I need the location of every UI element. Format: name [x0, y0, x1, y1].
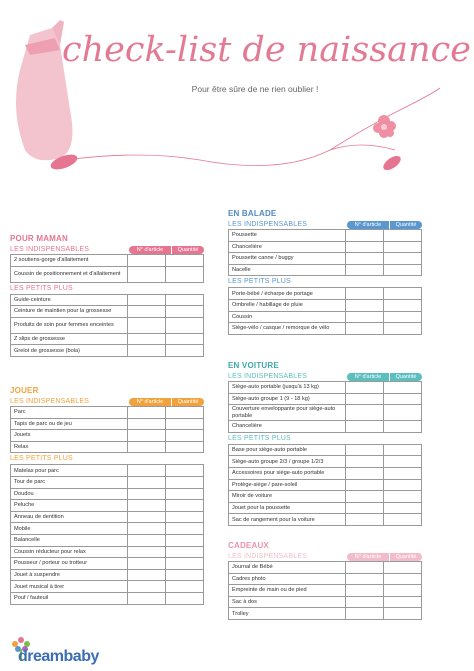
- item-label: Journal de Bébé: [229, 562, 346, 574]
- item-label: Trolley: [229, 608, 346, 620]
- item-label: Protège-siège / pare-soleil: [229, 479, 346, 491]
- item-label: Ombrelle / habillage de pluie: [229, 299, 346, 311]
- table-row: [11, 500, 204, 512]
- extras-label: LES PETITS PLUS: [10, 284, 73, 292]
- item-label: Sac à dos: [229, 596, 346, 608]
- quantity-cell[interactable]: [384, 230, 422, 242]
- brand-name: dreambaby: [18, 648, 99, 665]
- item-label: Jouets: [11, 430, 128, 442]
- number-cell[interactable]: [346, 421, 384, 433]
- number-cell[interactable]: [128, 581, 166, 593]
- table-row: [229, 323, 422, 335]
- item-label: Chancelière: [229, 241, 346, 253]
- checklist-table: [10, 254, 204, 283]
- item-label: Nacelle: [229, 264, 346, 276]
- table-row: [11, 430, 204, 442]
- quantity-cell[interactable]: [384, 405, 422, 421]
- number-cell[interactable]: [128, 488, 166, 500]
- item-label: Matelas pour parc: [11, 465, 128, 477]
- number-cell[interactable]: [346, 230, 384, 242]
- quantity-cell[interactable]: [384, 491, 422, 503]
- quantity-cell[interactable]: [166, 418, 204, 430]
- quantity-cell[interactable]: [166, 333, 204, 345]
- table-row: [11, 333, 204, 345]
- item-label: Coussin réducteur pour relax: [11, 546, 128, 558]
- number-cell[interactable]: [128, 333, 166, 345]
- item-label: Siège-auto groupe 1 (9 - 18 kg): [229, 393, 346, 405]
- table-row: [11, 476, 204, 488]
- item-label: Tour de parc: [11, 476, 128, 488]
- number-cell[interactable]: [128, 430, 166, 442]
- checklist-table: [228, 444, 422, 526]
- item-label: Siège-auto groupe 2/3 / groupe 1/2/3: [229, 456, 346, 468]
- table-row: [11, 465, 204, 477]
- section-title: POUR MAMAN: [10, 234, 68, 243]
- table-row: [11, 266, 204, 282]
- checklist-table: [228, 229, 422, 276]
- column-header-number: N° d'article: [347, 221, 389, 229]
- column-header-number: N° d'article: [347, 553, 389, 561]
- column-header-number: N° d'article: [129, 398, 171, 406]
- number-cell[interactable]: [128, 592, 166, 604]
- number-cell[interactable]: [346, 479, 384, 491]
- item-label: Relax: [11, 441, 128, 453]
- table-row: [229, 421, 422, 433]
- quantity-cell[interactable]: [384, 421, 422, 433]
- essentials-label: LES INDISPENSABLES: [10, 398, 90, 405]
- item-label: Porte-bébé / écharpe de portage: [229, 288, 346, 300]
- table-row: [11, 569, 204, 581]
- quantity-cell[interactable]: [384, 299, 422, 311]
- item-label: Empreinte de main ou de pied: [229, 585, 346, 597]
- number-cell[interactable]: [346, 456, 384, 468]
- table-row: [229, 562, 422, 574]
- number-cell[interactable]: [128, 569, 166, 581]
- number-cell[interactable]: [346, 288, 384, 300]
- item-label: Parc: [11, 407, 128, 419]
- quantity-cell[interactable]: [166, 488, 204, 500]
- checklist-table: [10, 406, 204, 453]
- quantity-cell[interactable]: [384, 264, 422, 276]
- item-label: Grelot de grossesse (bola): [11, 345, 128, 357]
- section-title: EN BALADE: [228, 209, 277, 218]
- table-row: [229, 393, 422, 405]
- quantity-cell[interactable]: [166, 430, 204, 442]
- number-cell[interactable]: [346, 467, 384, 479]
- item-label: Coussin: [229, 311, 346, 323]
- table-row: [229, 467, 422, 479]
- column-header-number: N° d'article: [347, 373, 389, 381]
- column-header-quantity: Quantité: [390, 221, 422, 229]
- number-cell[interactable]: [346, 253, 384, 265]
- checklist-table: [228, 561, 422, 620]
- table-row: [11, 488, 204, 500]
- section-jouer: [10, 386, 204, 605]
- item-label: Sac de rangement pour la voiture: [229, 514, 346, 526]
- item-label: Siège-vélo / casque / remorque de vélo: [229, 323, 346, 335]
- extras-label: LES PETITS PLUS: [228, 278, 291, 286]
- quantity-cell[interactable]: [166, 558, 204, 570]
- table-row: [11, 581, 204, 593]
- table-row: [229, 444, 422, 456]
- table-row: [229, 311, 422, 323]
- number-cell[interactable]: [346, 573, 384, 585]
- table-row: [11, 345, 204, 357]
- checklist-table: [228, 287, 422, 334]
- item-label: Mobile: [11, 523, 128, 535]
- number-cell[interactable]: [346, 299, 384, 311]
- table-row: [229, 491, 422, 503]
- quantity-cell[interactable]: [166, 465, 204, 477]
- essentials-label: LES INDISPENSABLES: [228, 373, 308, 380]
- table-row: [229, 264, 422, 276]
- table-row: [229, 502, 422, 514]
- item-label: Pouf / fauteuil: [11, 592, 128, 604]
- table-row: [229, 585, 422, 597]
- flower-icon: [373, 115, 396, 138]
- number-cell[interactable]: [346, 514, 384, 526]
- section-title: JOUER: [10, 386, 39, 395]
- number-cell[interactable]: [346, 393, 384, 405]
- table-row: [11, 523, 204, 535]
- quantity-cell[interactable]: [166, 534, 204, 546]
- quantity-cell[interactable]: [166, 407, 204, 419]
- table-row: [229, 514, 422, 526]
- table-row: [11, 407, 204, 419]
- item-label: Guide-ceinture: [11, 294, 128, 306]
- item-label: Couverture enveloppante pour siège-auto portable: [229, 405, 346, 421]
- number-cell[interactable]: [128, 294, 166, 306]
- number-cell[interactable]: [128, 441, 166, 453]
- item-label: Jouet pour la poussette: [229, 502, 346, 514]
- checklist-table: [10, 464, 204, 604]
- table-row: [11, 294, 204, 306]
- quantity-cell[interactable]: [384, 596, 422, 608]
- item-label: Balancelle: [11, 534, 128, 546]
- table-row: [11, 592, 204, 604]
- quantity-cell[interactable]: [166, 306, 204, 318]
- table-row: [229, 608, 422, 620]
- item-label: Miroir de voiture: [229, 491, 346, 503]
- quantity-cell[interactable]: [384, 608, 422, 620]
- table-row: [11, 306, 204, 318]
- item-label: 2 soutiens-gorge d'allaitement: [11, 255, 128, 267]
- number-cell[interactable]: [128, 465, 166, 477]
- quantity-cell[interactable]: [166, 266, 204, 282]
- table-row: [229, 573, 422, 585]
- item-label: Cadres photo: [229, 573, 346, 585]
- number-cell[interactable]: [128, 500, 166, 512]
- quantity-cell[interactable]: [384, 585, 422, 597]
- essentials-label: LES INDISPENSABLES: [228, 221, 308, 228]
- page-subtitle: Pour être sûre de ne rien oublier !: [191, 84, 319, 94]
- quantity-cell[interactable]: [384, 382, 422, 394]
- table-row: [229, 241, 422, 253]
- table-row: [11, 546, 204, 558]
- column-header-number: N° d'article: [129, 246, 171, 254]
- quantity-cell[interactable]: [166, 546, 204, 558]
- column-header-quantity: Quantité: [390, 553, 422, 561]
- number-cell[interactable]: [346, 405, 384, 421]
- number-cell[interactable]: [346, 323, 384, 335]
- quantity-cell[interactable]: [166, 476, 204, 488]
- table-row: [229, 288, 422, 300]
- essentials-label: LES INDISPENSABLES: [228, 553, 308, 560]
- number-cell[interactable]: [346, 502, 384, 514]
- item-label: Coussin de positionnement et d'allaitement: [11, 266, 128, 282]
- number-cell[interactable]: [128, 523, 166, 535]
- number-cell[interactable]: [128, 345, 166, 357]
- quantity-cell[interactable]: [384, 288, 422, 300]
- section-en-voiture: [228, 361, 422, 526]
- quantity-cell[interactable]: [166, 569, 204, 581]
- quantity-cell[interactable]: [166, 592, 204, 604]
- number-cell[interactable]: [346, 596, 384, 608]
- quantity-cell[interactable]: [166, 345, 204, 357]
- checklist-table: [10, 294, 204, 357]
- quantity-cell[interactable]: [384, 241, 422, 253]
- quantity-cell[interactable]: [384, 311, 422, 323]
- quantity-cell[interactable]: [166, 581, 204, 593]
- table-row: [11, 418, 204, 430]
- quantity-cell[interactable]: [166, 255, 204, 267]
- table-row: [11, 255, 204, 267]
- number-cell[interactable]: [128, 407, 166, 419]
- number-cell[interactable]: [346, 585, 384, 597]
- number-cell[interactable]: [346, 562, 384, 574]
- number-cell[interactable]: [128, 317, 166, 333]
- section-en-balade: [228, 209, 422, 335]
- number-cell[interactable]: [128, 255, 166, 267]
- number-cell[interactable]: [128, 511, 166, 523]
- number-cell[interactable]: [128, 558, 166, 570]
- number-cell[interactable]: [128, 546, 166, 558]
- quantity-cell[interactable]: [384, 444, 422, 456]
- item-label: Doudou: [11, 488, 128, 500]
- extras-label: LES PETITS PLUS: [10, 455, 73, 463]
- item-label: Chancelière: [229, 421, 346, 433]
- quantity-cell[interactable]: [384, 573, 422, 585]
- table-row: [229, 596, 422, 608]
- quantity-cell[interactable]: [384, 479, 422, 491]
- quantity-cell[interactable]: [384, 456, 422, 468]
- item-label: Anneau de dentition: [11, 511, 128, 523]
- table-row: [11, 511, 204, 523]
- item-label: Pousseur / porteur ou trotteur: [11, 558, 128, 570]
- page-title: check-list de naissance: [62, 30, 471, 70]
- quantity-cell[interactable]: [384, 562, 422, 574]
- number-cell[interactable]: [346, 241, 384, 253]
- number-cell[interactable]: [346, 608, 384, 620]
- number-cell[interactable]: [128, 418, 166, 430]
- number-cell[interactable]: [346, 382, 384, 394]
- number-cell[interactable]: [346, 444, 384, 456]
- section-title: CADEAUX: [228, 541, 269, 550]
- table-row: [11, 534, 204, 546]
- quantity-cell[interactable]: [166, 500, 204, 512]
- quantity-cell[interactable]: [384, 253, 422, 265]
- number-cell[interactable]: [346, 491, 384, 503]
- quantity-cell[interactable]: [384, 323, 422, 335]
- item-label: Tapis de parc ou de jeu: [11, 418, 128, 430]
- item-label: Peluche: [11, 500, 128, 512]
- column-header-quantity: Quantité: [390, 373, 422, 381]
- number-cell[interactable]: [128, 476, 166, 488]
- quantity-cell[interactable]: [166, 441, 204, 453]
- table-row: [229, 299, 422, 311]
- item-label: Produits de soin pour femmes enceintes: [11, 317, 128, 333]
- quantity-cell[interactable]: [166, 523, 204, 535]
- table-row: [229, 253, 422, 265]
- quantity-cell[interactable]: [384, 514, 422, 526]
- quantity-cell[interactable]: [166, 294, 204, 306]
- quantity-cell[interactable]: [166, 511, 204, 523]
- table-row: [11, 317, 204, 333]
- section-pour-maman: [10, 234, 204, 357]
- essentials-label: LES INDISPENSABLES: [10, 246, 90, 253]
- section-cadeaux: [228, 541, 422, 620]
- item-label: Jouet musical à tirer: [11, 581, 128, 593]
- item-label: Poussette: [229, 230, 346, 242]
- number-cell[interactable]: [128, 306, 166, 318]
- quantity-cell[interactable]: [166, 317, 204, 333]
- quantity-cell[interactable]: [384, 393, 422, 405]
- number-cell[interactable]: [346, 311, 384, 323]
- table-row: [11, 558, 204, 570]
- section-title: EN VOITURE: [228, 361, 279, 370]
- item-label: Ceinture de maintien pour la grossesse: [11, 306, 128, 318]
- table-row: [229, 382, 422, 394]
- number-cell[interactable]: [346, 264, 384, 276]
- item-label: Accessoires pour siège-auto portable: [229, 467, 346, 479]
- extras-label: LES PETITS PLUS: [228, 434, 291, 442]
- item-label: Base pour siège-auto portable: [229, 444, 346, 456]
- number-cell[interactable]: [128, 266, 166, 282]
- item-label: Poussette canne / buggy: [229, 253, 346, 265]
- quantity-cell[interactable]: [384, 502, 422, 514]
- item-label: Jouet à suspendre: [11, 569, 128, 581]
- table-row: [11, 441, 204, 453]
- item-label: Z slips de grossesse: [11, 333, 128, 345]
- column-header-quantity: Quantité: [172, 246, 204, 254]
- table-row: [229, 230, 422, 242]
- quantity-cell[interactable]: [384, 467, 422, 479]
- checklist-table: [228, 381, 422, 433]
- number-cell[interactable]: [128, 534, 166, 546]
- table-row: [229, 456, 422, 468]
- item-label: Siège-auto portable (jusqu'à 13 kg): [229, 382, 346, 394]
- column-header-quantity: Quantité: [172, 398, 204, 406]
- table-row: [229, 405, 422, 421]
- table-row: [229, 479, 422, 491]
